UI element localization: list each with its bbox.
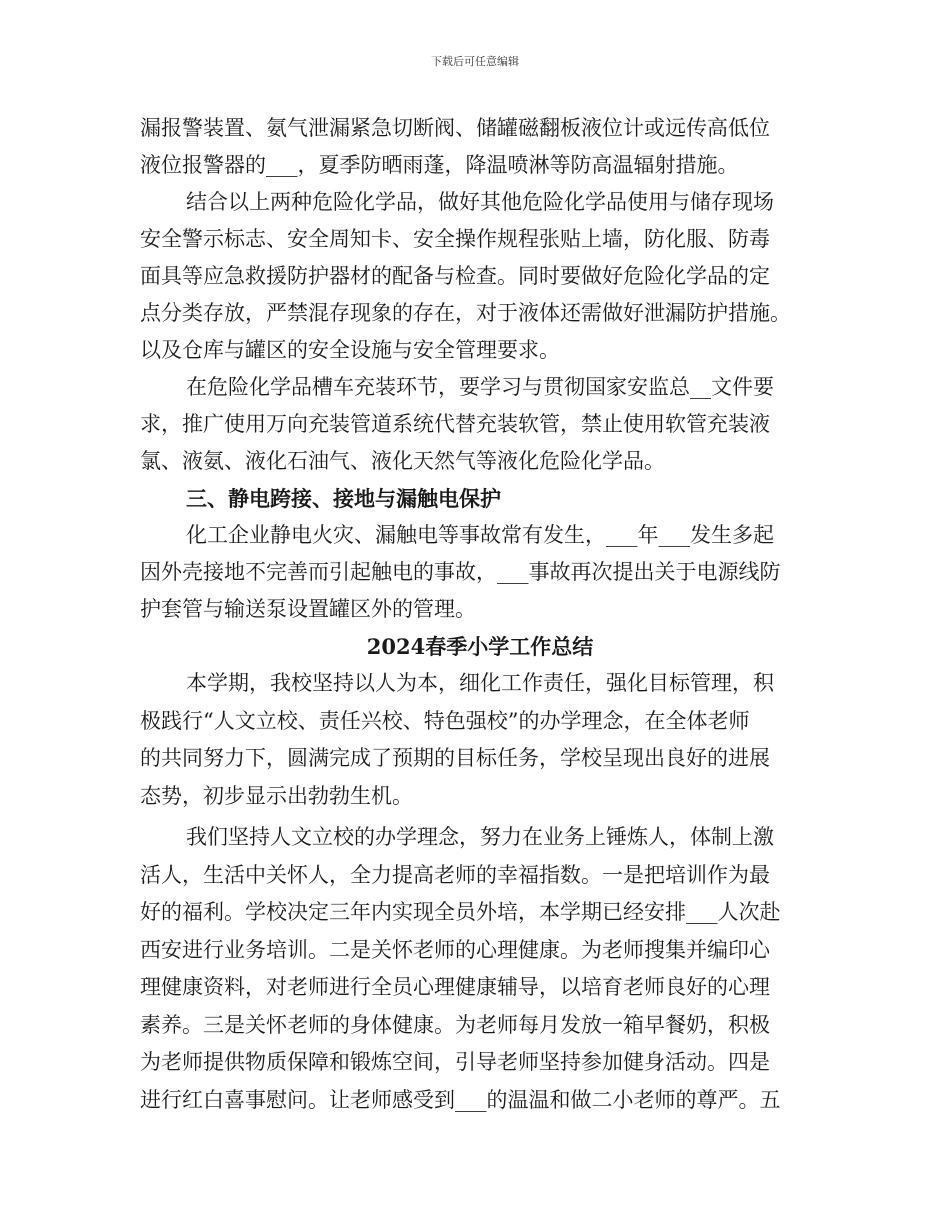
paragraph-line: 进行红白喜事慰问。让老师感受到___的温温和做二小老师的尊严。五 bbox=[140, 1087, 781, 1112]
paragraph-line: 素养。三是关怀老师的身体健康。为老师每月发放一箱早餐奶，积极 bbox=[140, 1012, 770, 1037]
paragraph-line: 因外壳接地不完善而引起触电的事故，___事故再次提出关于电源线防 bbox=[140, 560, 781, 584]
paragraph-line: 点分类存放，严禁混存现象的存在，对于液体还需做好泄漏防护措施。 bbox=[140, 301, 791, 325]
paragraph-line: 求，推广使用万向充装管道系统代替充装软管，禁止使用软管充装液 bbox=[140, 412, 770, 436]
document-title: 2024春季小学工作总结 bbox=[366, 634, 594, 659]
paragraph-line: 面具等应急救援防护器材的配备与检查。同时要做好危险化学品的定 bbox=[140, 264, 770, 288]
page-header: 下载后可任意编辑 bbox=[431, 55, 519, 68]
section-summary-text bbox=[140, 665, 820, 1119]
paragraph-line: 安全警示标志、安全周知卡、安全操作规程张贴上墙，防化服、防毒 bbox=[140, 227, 770, 251]
paragraph-line: 为老师提供物质保障和锻炼空间，引导老师坚持参加健身活动。四是 bbox=[140, 1050, 770, 1074]
paragraph-line: 的共同努力下，圆满完成了预期的目标任务，学校呈现出良好的进展 bbox=[140, 746, 770, 770]
paragraph-line: 在危险化学品槽车充装环节，要学习与贯彻国家安监总__文件要 bbox=[186, 375, 774, 399]
paragraph-line: 氯、液氨、液化石油气、液化天然气等液化危险化学品。 bbox=[140, 449, 665, 473]
paragraph-line: 极践行“人文立校、责任兴校、特色强校”的办学理念，在全体老师 bbox=[140, 708, 750, 733]
paragraph-line: 结合以上两种危险化学品，做好其他危险化学品使用与储存现场 bbox=[186, 190, 774, 214]
paragraph-line: 本学期，我校坚持以人为本，细化工作责任，强化目标管理，积 bbox=[186, 671, 774, 695]
paragraph-line: 护套管与输送泵设置罐区外的管理。 bbox=[140, 597, 476, 621]
document-body bbox=[140, 110, 820, 1119]
paragraph-line: 西安进行业务培训。二是关怀老师的心理健康。为老师搜集并编印心 bbox=[140, 937, 770, 962]
section-heading: 三、静电跨接、接地与漏触电保护 bbox=[186, 486, 501, 511]
paragraph-line: 我们坚持人文立校的办学理念，努力在业务上锤炼人，体制上激 bbox=[186, 825, 774, 849]
paragraph-line: 理健康资料，对老师进行全员心理健康辅导，以培育老师良好的心理 bbox=[140, 975, 770, 999]
paragraph-line: 漏报警装置、氨气泄漏紧急切断阀、储罐磁翻板液位计或远传高低位 bbox=[140, 116, 770, 140]
paragraph-line: 液位报警器的___，夏季防晒雨蓬，降温喷淋等防高温辐射措施。 bbox=[140, 153, 739, 177]
paragraph-line: 态势，初步显示出勃勃生机。 bbox=[140, 783, 413, 808]
paragraph-line: 好的福利。学校决定三年内实现全员外培，本学期已经安排___人次赴 bbox=[140, 900, 781, 924]
paragraph-line: 化工企业静电火灾、漏触电等事故常有发生，___年___发生多起 bbox=[186, 523, 774, 547]
paragraph-line: 以及仓库与罐区的安全设施与安全管理要求。 bbox=[140, 338, 560, 362]
paragraph-line: 活人，生活中关怀人，全力提高老师的幸福指数。一是把培训作为最 bbox=[140, 862, 770, 887]
section-safety-text bbox=[140, 110, 820, 628]
